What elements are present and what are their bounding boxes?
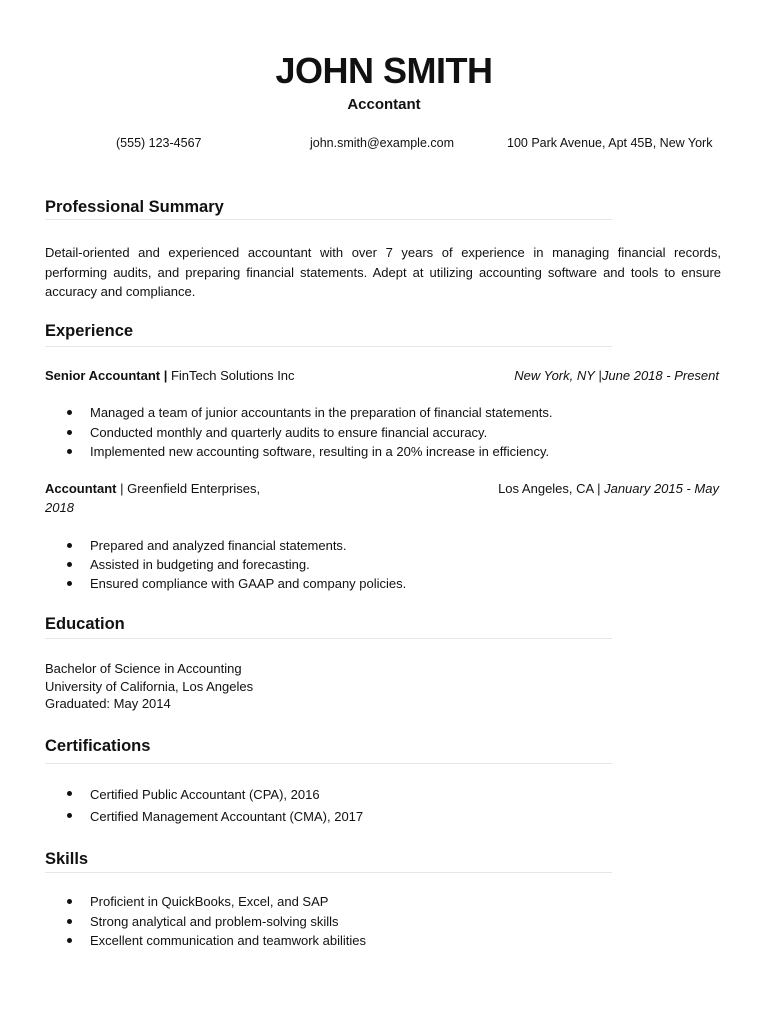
list-item: Conducted monthly and quarterly audits to ensure financial accuracy. (45, 423, 553, 443)
contact-email: john.smith@example.com (310, 136, 454, 150)
section-divider (45, 872, 612, 873)
candidate-name: JOHN SMITH (275, 50, 493, 91)
section-title-certifications: Certifications (45, 737, 151, 755)
education-school: University of California, Los Angeles (45, 678, 254, 694)
education-degree: Bachelor of Science in Accounting (45, 661, 242, 676)
bullet-icon (67, 410, 72, 415)
list-item: Assisted in budgeting and forecasting. (45, 555, 406, 574)
summary-text: Detail-oriented and experienced accountant with over 7 years of experience in managing financial records, performing audits, and preparing financial statements. Adept at utilizing accounting software and tools to ensure accuracy and compliance. (45, 245, 721, 299)
certification-list (45, 784, 363, 828)
skills-list (45, 892, 366, 951)
education-graduated: Graduated: May 2014 (45, 696, 171, 711)
job-company: FinTech Solutions Inc (170, 368, 295, 383)
list-item: Strong analytical and problem-solving skills (45, 912, 366, 932)
section-title-summary: Professional Summary (45, 198, 224, 216)
section-title-education: Education (45, 615, 125, 633)
bullet-icon (67, 813, 72, 818)
job-position: Senior Accountant (45, 368, 161, 383)
job-position: Accountant (45, 481, 117, 496)
bullet-icon (67, 562, 72, 567)
job-dates: January 2015 - May (604, 481, 719, 496)
bullet-icon (67, 449, 72, 454)
job-date-separator: | (594, 368, 602, 383)
section-divider (45, 638, 612, 639)
contact-phone: (555) 123-4567 (116, 136, 202, 150)
bullet-icon (67, 430, 72, 435)
section-divider (45, 346, 612, 347)
job-bullets (45, 536, 406, 593)
list-item: Ensured compliance with GAAP and company policies. (45, 574, 406, 593)
list-item: Certified Public Accountant (CPA), 2016 (45, 784, 363, 806)
job-bullets (45, 403, 553, 462)
list-item: Prepared and analyzed financial statements. (45, 536, 406, 555)
job-location: New York, NY (514, 368, 595, 383)
job-date-separator: | (593, 481, 605, 496)
section-divider (45, 763, 612, 764)
job-location: Los Angeles, CA (498, 481, 594, 496)
job-title-heading: Accontant (347, 96, 421, 113)
job-company: Greenfield Enterprises, (127, 481, 261, 496)
education-block (45, 660, 253, 713)
job-header (45, 479, 721, 498)
job-separator: | (116, 481, 128, 496)
section-title-skills: Skills (45, 850, 89, 868)
job-header (45, 366, 721, 385)
bullet-icon (67, 899, 72, 904)
bullet-icon (67, 543, 72, 548)
bullet-icon (67, 791, 72, 796)
section-title-experience: Experience (45, 322, 134, 340)
list-item: Managed a team of junior accountants in the preparation of financial statements. (45, 403, 553, 423)
job-location-dates (498, 479, 719, 498)
bullet-icon (67, 919, 72, 924)
list-item: Certified Management Accountant (CMA), 2017 (45, 806, 363, 828)
job-location-dates (514, 366, 719, 385)
list-item: Excellent communication and teamwork abilities (45, 931, 366, 951)
list-item: Proficient in QuickBooks, Excel, and SAP (45, 892, 366, 912)
list-item: Implemented new accounting software, resulting in a 20% increase in efficiency. (45, 442, 553, 462)
bullet-icon (67, 581, 72, 586)
job-dates-continued: 2018 (45, 500, 74, 515)
section-divider (45, 219, 612, 220)
contact-address: 100 Park Avenue, Apt 45B, New York (507, 136, 713, 150)
bullet-icon (67, 938, 72, 943)
job-dates: June 2018 - Present (601, 368, 719, 383)
job-separator: | (160, 368, 171, 383)
